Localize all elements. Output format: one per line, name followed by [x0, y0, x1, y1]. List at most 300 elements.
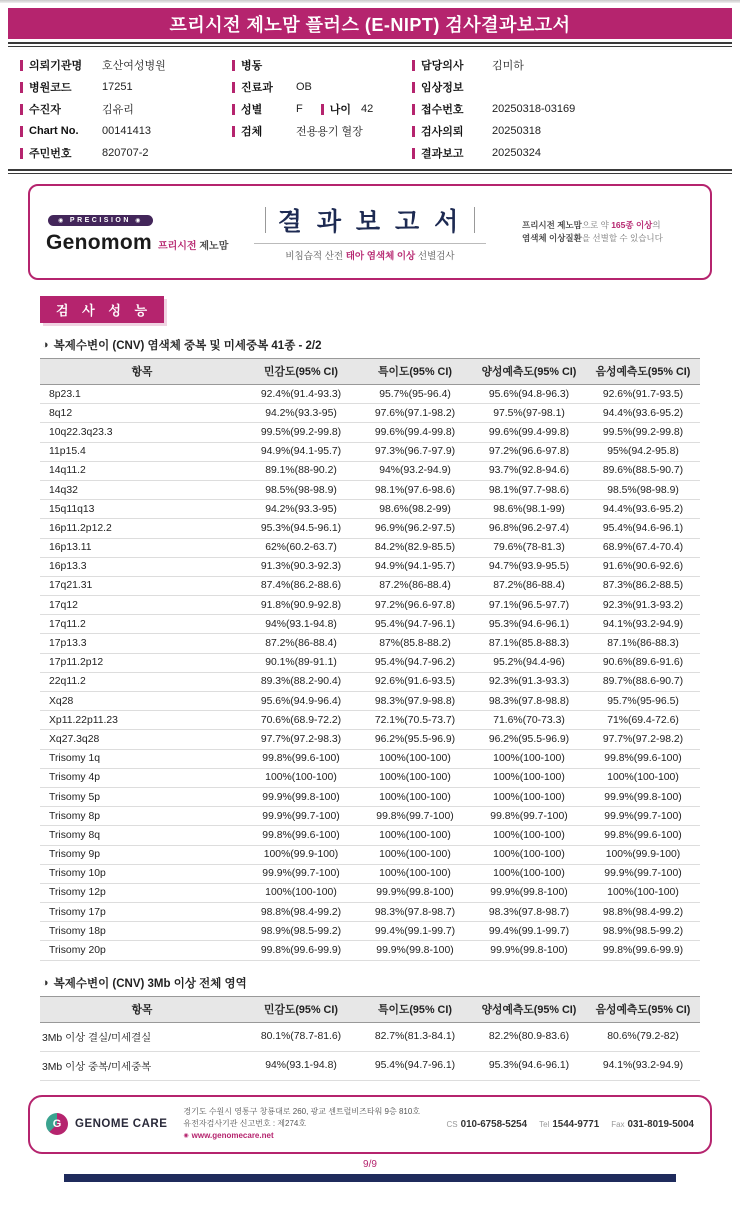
- info-row: [232, 76, 412, 98]
- info-label-text: Chart No.: [29, 125, 79, 137]
- row-value: 99.9%(99.8-100): [358, 883, 472, 902]
- result-report-subtitle: [254, 243, 486, 262]
- info-label: [412, 57, 492, 73]
- row-value: 71%(69.4-72.6): [586, 711, 700, 730]
- info-row: [20, 98, 232, 120]
- title-right-bar: [474, 207, 475, 233]
- footer-address-line2: 유전자검사기관 신고번호 : 제274호: [183, 1119, 307, 1129]
- result-report-header-box: [28, 184, 712, 280]
- row-value: 91.8%(90.9-92.8): [244, 596, 358, 615]
- info-label: [232, 57, 296, 73]
- row-value: 97.6%(97.1-98.2): [358, 404, 472, 423]
- row-value: 100%(100-100): [358, 845, 472, 864]
- info-label-text: 수진자: [29, 104, 61, 116]
- section-title: 검 사 성 능: [56, 303, 153, 318]
- info-label-text: 검사의뢰: [421, 126, 464, 138]
- text-segment: 태아 염색체 이상: [345, 251, 416, 262]
- table-row: [40, 576, 700, 595]
- row-value: 98.1%(97.6-98.6): [358, 480, 472, 499]
- row-value: 99.8%(99.6-99.9): [244, 941, 358, 960]
- result-report-title-row: [254, 202, 486, 238]
- screening-note: [522, 219, 694, 245]
- row-item-name: 14q32: [40, 480, 244, 499]
- row-value: 93.7%(92.8-94.6): [472, 461, 586, 480]
- row-value: 100%(99.9-100): [586, 845, 700, 864]
- column-header: 민감도(95% CI): [244, 996, 358, 1022]
- table-row: [40, 672, 700, 691]
- table-row: [40, 922, 700, 941]
- table-row: [40, 653, 700, 672]
- table-row: [40, 1022, 700, 1051]
- column-header: 음성예측도(95% CI): [586, 359, 700, 385]
- info-value: 김유리: [102, 104, 134, 116]
- row-value: 99.8%(99.6-100): [244, 826, 358, 845]
- row-item-name: 16p13.3: [40, 557, 244, 576]
- row-value: 92.3%(91.3-93.2): [586, 596, 700, 615]
- row-value: 95.3%(94.6-96.1): [472, 615, 586, 634]
- row-item-name: 8p23.1: [40, 385, 244, 404]
- row-item-name: Trisomy 17p: [40, 903, 244, 922]
- column-header: 민감도(95% CI): [244, 359, 358, 385]
- row-value: 94%(93.1-94.8): [244, 1051, 358, 1080]
- row-value: 98.9%(98.5-99.2): [586, 922, 700, 941]
- info-label-text: 병동: [241, 60, 263, 72]
- row-value: 68.9%(67.4-70.4): [586, 538, 700, 557]
- table-row: [40, 442, 700, 461]
- label-accent-bar: [232, 104, 235, 115]
- text-segment: 선별검사: [415, 251, 455, 262]
- row-item-name: Trisomy 20p: [40, 941, 244, 960]
- row-value: 82.2%(80.9-83.6): [472, 1022, 586, 1051]
- row-value: 95.4%(94.7-96.1): [358, 615, 472, 634]
- row-value: 92.4%(91.4-93.3): [244, 385, 358, 404]
- row-value: 100%(100-100): [472, 787, 586, 806]
- row-item-name: Trisomy 18p: [40, 922, 244, 941]
- row-value: 92.6%(91.6-93.5): [358, 672, 472, 691]
- info-value: 20250318: [492, 125, 541, 137]
- row-value: 99.5%(99.2-99.8): [244, 423, 358, 442]
- row-value: 84.2%(82.9-85.5): [358, 538, 472, 557]
- table-row: [40, 423, 700, 442]
- screening-note-line2: [522, 232, 694, 245]
- row-value: 79.6%(78-81.3): [472, 538, 586, 557]
- row-value: 89.7%(88.6-90.7): [586, 672, 700, 691]
- column-header: 음성예측도(95% CI): [586, 996, 700, 1022]
- row-value: 89.1%(88-90.2): [244, 461, 358, 480]
- row-value: 94.2%(93.3-95): [244, 404, 358, 423]
- row-item-name: 17p11.2p12: [40, 653, 244, 672]
- table-row: [40, 538, 700, 557]
- divider-rule: [8, 169, 732, 174]
- text-segment: 비침습적 산전: [285, 251, 346, 262]
- row-item-name: 15q11q13: [40, 500, 244, 519]
- row-value: 98.6%(98.2-99): [358, 500, 472, 519]
- row-item-name: 22q11.2: [40, 672, 244, 691]
- row-item-name: 8q12: [40, 404, 244, 423]
- report-title-banner: [8, 8, 732, 39]
- tel-number: 1544-9771: [552, 1118, 600, 1130]
- cnv-table-caption-text: 복제수변이 (CNV) 염색체 중복 및 미세중복 41종 - 2/2: [53, 340, 322, 352]
- info-value: F: [296, 103, 303, 115]
- row-value: 99.9%(99.8-100): [244, 787, 358, 806]
- row-value: 98.8%(98.4-99.2): [586, 903, 700, 922]
- footer-website-link[interactable]: [183, 1130, 420, 1142]
- row-item-name: Trisomy 8q: [40, 826, 244, 845]
- row-value: 98.3%(97.8-98.7): [472, 903, 586, 922]
- table-row: [40, 615, 700, 634]
- table-row: [40, 768, 700, 787]
- table-row: [40, 711, 700, 730]
- row-item-name: Trisomy 1q: [40, 749, 244, 768]
- row-item-name: Xp11.22p11.23: [40, 711, 244, 730]
- cnv-table-caption: [42, 337, 740, 353]
- row-value: 99.9%(99.7-100): [244, 807, 358, 826]
- genomom-logo: Genomom: [46, 231, 152, 254]
- genomecare-logo-icon: G: [46, 1113, 68, 1135]
- info-value: 20250324: [492, 147, 541, 159]
- row-value: 99.9%(99.7-100): [244, 864, 358, 883]
- row-value: 99.6%(99.4-99.8): [358, 423, 472, 442]
- row-value: 99.8%(99.6-100): [244, 749, 358, 768]
- row-value: 99.8%(99.6-99.9): [586, 941, 700, 960]
- tel-contact: [539, 1119, 599, 1130]
- row-value: 89.3%(88.2-90.4): [244, 672, 358, 691]
- row-value: 92.3%(91.3-93.3): [472, 672, 586, 691]
- row-value: 98.9%(98.5-99.2): [244, 922, 358, 941]
- cs-label: CS: [446, 1119, 458, 1129]
- page-number: 9/9: [363, 1158, 377, 1170]
- row-value: 98.5%(98-98.9): [586, 480, 700, 499]
- genomom-brand: [46, 209, 256, 255]
- row-item-name: 17q12: [40, 596, 244, 615]
- row-value: 94.4%(93.6-95.2): [586, 500, 700, 519]
- info-value: 00141413: [102, 125, 151, 137]
- table-row: [40, 845, 700, 864]
- row-value: 97.2%(96.6-97.8): [358, 596, 472, 615]
- row-value: 95.7%(95-96.5): [586, 692, 700, 711]
- info-row: [412, 76, 726, 98]
- row-value: 98.3%(97.9-98.8): [358, 692, 472, 711]
- row-value: 99.9%(99.8-100): [472, 941, 586, 960]
- table-row: [40, 903, 700, 922]
- row-value: 99.9%(99.8-100): [472, 883, 586, 902]
- row-value: 97.2%(96.6-97.8): [472, 442, 586, 461]
- table-row: [40, 596, 700, 615]
- fax-label: Fax: [611, 1119, 625, 1129]
- section-title-badge: [40, 296, 164, 323]
- row-value: 100%(100-100): [586, 768, 700, 787]
- info-value: OB: [296, 81, 312, 93]
- info-row: [20, 142, 232, 164]
- screening-note-line1: [522, 219, 694, 232]
- genomom-logo-korean: [158, 237, 228, 252]
- row-value: 98.1%(97.7-98.6): [472, 480, 586, 499]
- row-value: 98.3%(97.8-98.8): [472, 692, 586, 711]
- header-row: [40, 359, 700, 385]
- row-value: 95.3%(94.5-96.1): [244, 519, 358, 538]
- info-label: [412, 145, 492, 161]
- cnv-3mb-performance-table: [40, 996, 700, 1081]
- row-item-name: Trisomy 10p: [40, 864, 244, 883]
- row-item-name: 10q22.3q23.3: [40, 423, 244, 442]
- row-value: 95.6%(94.9-96.4): [244, 692, 358, 711]
- info-label: [232, 101, 296, 117]
- label-accent-bar: [20, 126, 23, 137]
- table-row: [40, 807, 700, 826]
- table-row: [40, 519, 700, 538]
- tel-label: Tel: [539, 1119, 550, 1129]
- genomom-logo-row: [46, 231, 256, 255]
- row-value: 80.1%(78.7-81.6): [244, 1022, 358, 1051]
- column-header: 특이도(95% CI): [358, 996, 472, 1022]
- table-row: [40, 730, 700, 749]
- row-value: 95.2%(94.4-96): [472, 653, 586, 672]
- info-value: 김미하: [492, 60, 524, 72]
- text-segment: 의: [652, 219, 661, 230]
- row-value: 90.6%(89.6-91.6): [586, 653, 700, 672]
- row-value: 100%(100-100): [586, 883, 700, 902]
- row-value: 100%(100-100): [358, 787, 472, 806]
- row-value: 100%(100-100): [472, 826, 586, 845]
- footer-website-text: www.genomecare.net: [191, 1131, 274, 1141]
- row-value: 97.5%(97-98.1): [472, 404, 586, 423]
- row-value: 99.4%(99.1-99.7): [472, 922, 586, 941]
- table-row: [40, 500, 700, 519]
- label-accent-bar: [321, 104, 324, 115]
- row-value: 100%(100-100): [472, 768, 586, 787]
- row-value: 96.2%(95.5-96.9): [472, 730, 586, 749]
- label-accent-bar: [412, 82, 415, 93]
- row-value: 100%(100-100): [244, 768, 358, 787]
- row-value: 87.2%(86-88.4): [472, 576, 586, 595]
- info-label-text: 병원코드: [29, 82, 72, 94]
- row-value: 72.1%(70.5-73.7): [358, 711, 472, 730]
- footer-address-line1: 경기도 수원시 영통구 창룡대로 260, 광교 센트럴비즈타워 9층 810호: [183, 1106, 421, 1116]
- info-label: [412, 123, 492, 139]
- row-value: 87.2%(86-88.4): [244, 634, 358, 653]
- row-value: 80.6%(79.2-82): [586, 1022, 700, 1051]
- row-value: 97.1%(96.5-97.7): [472, 596, 586, 615]
- row-value: 95%(94.2-95.8): [586, 442, 700, 461]
- row-value: 94.2%(93.3-95): [244, 500, 358, 519]
- info-row: [412, 120, 726, 142]
- row-item-name: Xq28: [40, 692, 244, 711]
- row-value: 87.1%(86-88.3): [586, 634, 700, 653]
- table-row: [40, 404, 700, 423]
- row-value: 94%(93.2-94.9): [358, 461, 472, 480]
- row-value: 100%(99.9-100): [244, 845, 358, 864]
- label-accent-bar: [20, 148, 23, 159]
- label-accent-bar: [232, 82, 235, 93]
- info-row: [20, 120, 232, 142]
- row-value: 95.6%(94.8-96.3): [472, 385, 586, 404]
- text-segment: 프리시전 제노맘: [522, 219, 582, 230]
- page-title: 프리시전 제노맘 플러스 (E-NIPT) 검사결과보고서: [169, 14, 571, 35]
- label-accent-bar: [232, 60, 235, 71]
- table-row: [40, 826, 700, 845]
- table-row: [40, 634, 700, 653]
- table-row: [40, 749, 700, 768]
- row-value: 70.6%(68.9-72.2): [244, 711, 358, 730]
- cnv-3mb-table-caption-text: 복제수변이 (CNV) 3Mb 이상 전체 영역: [53, 977, 247, 990]
- column-header: 특이도(95% CI): [358, 359, 472, 385]
- info-label: [412, 79, 492, 95]
- row-value: 98.8%(98.4-99.2): [244, 903, 358, 922]
- patient-info-column-middle: [232, 54, 412, 164]
- row-value: 97.7%(97.2-98.3): [244, 730, 358, 749]
- info-label-text: 진료과: [241, 82, 273, 94]
- row-value: 99.4%(99.1-99.7): [358, 922, 472, 941]
- patient-info-column-left: [20, 54, 232, 164]
- row-value: 99.8%(99.6-100): [586, 749, 700, 768]
- row-value: 87.1%(85.8-88.3): [472, 634, 586, 653]
- column-header: 항목: [40, 359, 244, 385]
- row-item-name: 11p15.4: [40, 442, 244, 461]
- info-value: 호산여성병원: [102, 60, 166, 72]
- info-row: [412, 54, 726, 76]
- table-row: [40, 385, 700, 404]
- row-value: 99.8%(99.6-100): [586, 826, 700, 845]
- info-label-text: 담당의사: [421, 60, 464, 72]
- label-accent-bar: [412, 60, 415, 71]
- info-label: [232, 79, 296, 95]
- row-value: 99.8%(99.7-100): [358, 807, 472, 826]
- divider-rule: [8, 42, 732, 47]
- info-row: [412, 98, 726, 120]
- cs-number: 010-6758-5254: [460, 1118, 528, 1130]
- table-row: [40, 787, 700, 806]
- row-item-name: 3Mb 이상 결실/미세결실: [40, 1022, 244, 1051]
- row-value: 91.3%(90.3-92.3): [244, 557, 358, 576]
- footer: [28, 1095, 712, 1154]
- info-row: [20, 76, 232, 98]
- text-segment: 165종 이상: [611, 219, 653, 230]
- text-segment: 염색체 이상질환: [522, 233, 582, 243]
- row-value: 99.6%(99.4-99.8): [472, 423, 586, 442]
- column-header: 양성예측도(95% CI): [472, 996, 586, 1022]
- row-value: 98.6%(98.1-99): [472, 500, 586, 519]
- table-row: [40, 864, 700, 883]
- row-item-name: Trisomy 8p: [40, 807, 244, 826]
- row-value: 62%(60.2-63.7): [244, 538, 358, 557]
- globe-icon: ◉: [183, 1132, 189, 1139]
- cnv-performance-table: [40, 358, 700, 961]
- row-value: 91.6%(90.6-92.6): [586, 557, 700, 576]
- row-value: 90.1%(89-91.1): [244, 653, 358, 672]
- info-label-text: 임상정보: [421, 82, 464, 94]
- row-value: 96.9%(96.2-97.5): [358, 519, 472, 538]
- info-label-text: 검체: [241, 126, 263, 138]
- row-item-name: Trisomy 9p: [40, 845, 244, 864]
- row-value: 95.7%(95-96.4): [358, 385, 472, 404]
- row-value: 94.9%(94.1-95.7): [244, 442, 358, 461]
- label-accent-bar: [20, 82, 23, 93]
- row-value: 95.4%(94.7-96.1): [358, 1051, 472, 1080]
- genomecare-company-name: GENOME CARE: [75, 1118, 168, 1131]
- table-row: [40, 557, 700, 576]
- row-value: 96.8%(96.2-97.4): [472, 519, 586, 538]
- row-value: 94.9%(94.1-95.7): [358, 557, 472, 576]
- info-row: [232, 98, 412, 120]
- row-value: 100%(100-100): [358, 749, 472, 768]
- info-row: [412, 142, 726, 164]
- row-value: 87.4%(86.2-88.6): [244, 576, 358, 595]
- text-segment: 프리시전: [157, 241, 200, 252]
- row-value: 99.9%(99.7-100): [586, 807, 700, 826]
- row-value: 71.6%(70-73.3): [472, 711, 586, 730]
- row-item-name: 16p13.11: [40, 538, 244, 557]
- row-value: 94.1%(93.2-94.9): [586, 1051, 700, 1080]
- info-label: [20, 125, 102, 137]
- row-item-name: Trisomy 12p: [40, 883, 244, 902]
- info-label-text: 주민번호: [29, 148, 72, 160]
- row-value: 87.2%(86-88.4): [358, 576, 472, 595]
- row-value: 100%(100-100): [244, 883, 358, 902]
- row-item-name: 16p11.2p12.2: [40, 519, 244, 538]
- label-accent-bar: [412, 126, 415, 137]
- row-value: 100%(100-100): [358, 768, 472, 787]
- table-row: [40, 461, 700, 480]
- row-value: 92.6%(91.7-93.5): [586, 385, 700, 404]
- row-value: 99.9%(99.8-100): [358, 941, 472, 960]
- row-value: 97.3%(96.7-97.9): [358, 442, 472, 461]
- info-label: [20, 57, 102, 73]
- row-item-name: Xq27.3q28: [40, 730, 244, 749]
- patient-info-section: [0, 49, 740, 167]
- row-item-name: Trisomy 5p: [40, 787, 244, 806]
- info-label: [20, 101, 102, 117]
- row-item-name: 3Mb 이상 중복/미세중복: [40, 1051, 244, 1080]
- text-segment: 을 선별할 수 있습니다: [581, 233, 663, 243]
- row-value: 94.7%(93.9-95.5): [472, 557, 586, 576]
- row-value: 99.9%(99.8-100): [586, 787, 700, 806]
- row-item-name: 17q11.2: [40, 615, 244, 634]
- half-circle-icon: ◑: [42, 976, 49, 989]
- row-value: 87%(85.8-88.2): [358, 634, 472, 653]
- table-row: [40, 941, 700, 960]
- info-row: [20, 54, 232, 76]
- info-value: 820707-2: [102, 147, 149, 159]
- cnv-3mb-table-caption: [42, 975, 740, 991]
- info-label-text: 결과보고: [421, 148, 464, 160]
- text-segment: 으로 약: [581, 219, 612, 230]
- row-value: 94.4%(93.6-95.2): [586, 404, 700, 423]
- genomecare-logo: [46, 1113, 167, 1135]
- fax-contact: [611, 1119, 694, 1130]
- bottom-navy-bar: [64, 1174, 676, 1182]
- patient-info-column-right: [412, 54, 726, 164]
- row-value: 82.7%(81.3-84.1): [358, 1022, 472, 1051]
- row-value: 87.3%(86.2-88.5): [586, 576, 700, 595]
- label-accent-bar: [20, 104, 23, 115]
- row-value: 100%(100-100): [472, 749, 586, 768]
- column-header: 항목: [40, 996, 244, 1022]
- info-label-text: 성별: [241, 104, 263, 116]
- row-value: 97.7%(97.2-98.2): [586, 730, 700, 749]
- row-value: 99.9%(99.7-100): [586, 864, 700, 883]
- info-value: 17251: [102, 81, 133, 93]
- row-item-name: 17q21.31: [40, 576, 244, 595]
- label-accent-bar: [20, 60, 23, 71]
- table-row: [40, 480, 700, 499]
- info-label: [20, 145, 102, 161]
- info-label: [321, 101, 351, 117]
- cs-contact: [447, 1119, 528, 1130]
- footer-contacts: [447, 1119, 695, 1130]
- half-circle-icon: ◑: [42, 339, 49, 351]
- fax-number: 031-8019-5004: [627, 1118, 694, 1130]
- row-item-name: 17p13.3: [40, 634, 244, 653]
